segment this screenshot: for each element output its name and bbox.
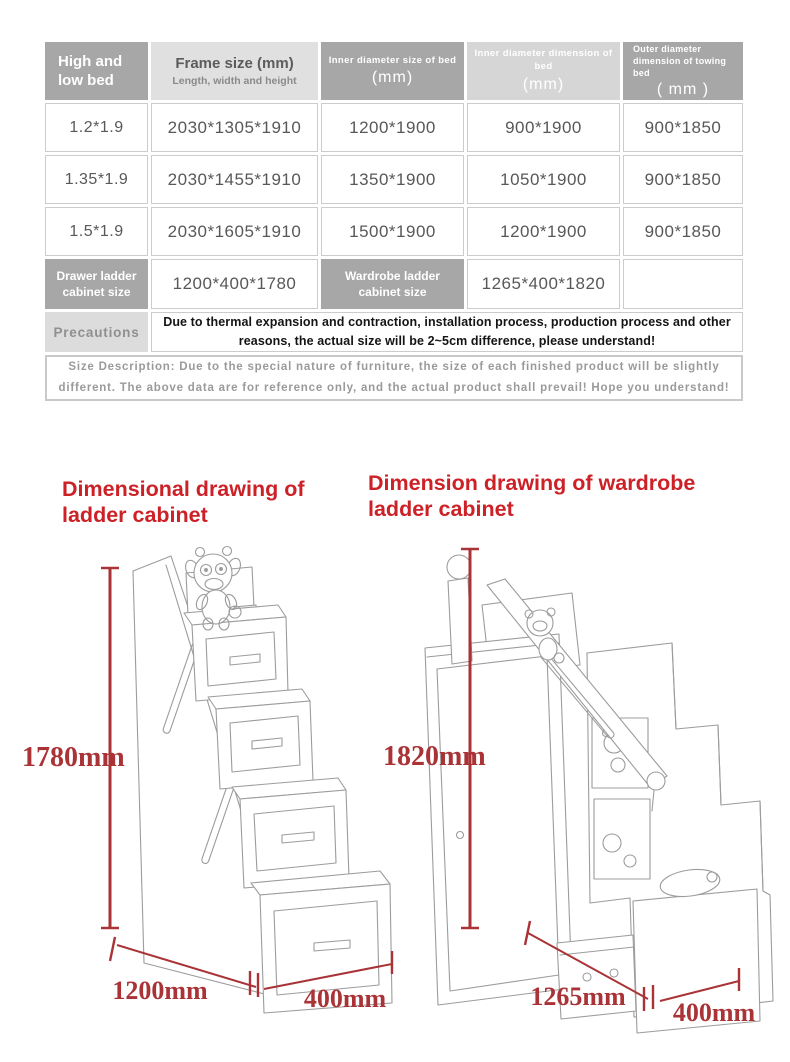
header-inner-diameter-dimension: Inner diameter dimension of bed (mm) (467, 42, 620, 100)
table-cell: 2030*1455*1910 (151, 155, 318, 204)
width-dimension-label: 1265mm (530, 982, 626, 1011)
table-cell: 900*1850 (623, 155, 743, 204)
header-high-low-bed (45, 42, 148, 100)
header-outer-diameter-towing: Outer diameter dimension of towing bed ( mm ) (623, 42, 743, 100)
header-inner-diameter-size: Inner diameter size of bed (mm) (321, 42, 464, 100)
table-cell: 1200*1900 (467, 207, 620, 256)
depth-dimension-label: 400mm (303, 984, 387, 1013)
table-cell: 1050*1900 (467, 155, 620, 204)
table-cell: 1.2*1.9 (45, 103, 148, 152)
right-drawing-title: Dimension drawing of wardrobe ladder cabinet (368, 471, 696, 521)
cabinet-sketch (133, 556, 392, 1013)
table-cell: 1.35*1.9 (45, 155, 148, 204)
wardrobe-sketch (425, 555, 773, 1033)
height-dimension-label: 1780mm (22, 742, 125, 773)
wardrobe-ladder-cabinet-drawing (382, 543, 782, 1043)
size-description-box: Size Description: Due to the special nature of furniture, the size of each finished product will be slightly different. The above data are for reference only, and the actual product shall prevail! Hope you understand! (45, 355, 743, 401)
wardrobe-ladder-label: Wardrobe ladder cabinet size (321, 259, 464, 309)
table-cell: 2030*1305*1910 (151, 103, 318, 152)
wardrobe-ladder-value: 1265*400*1820 (467, 259, 620, 309)
table-cell: 2030*1605*1910 (151, 207, 318, 256)
size-spec-table (45, 42, 743, 352)
table-cell: 1500*1900 (321, 207, 464, 256)
depth-dimension-label: 400mm (672, 998, 756, 1027)
table-cell: 900*1850 (623, 103, 743, 152)
header-frame-size: Frame size (mm) Length, width and height (151, 42, 318, 100)
table-cell: 1350*1900 (321, 155, 464, 204)
width-dimension-label: 1200mm (112, 976, 208, 1005)
header-label: High and low bed (58, 52, 123, 89)
table-cell: 900*1900 (467, 103, 620, 152)
drawer-ladder-label: Drawer ladder cabinet size (45, 259, 148, 309)
precautions-label: Precautions (45, 312, 148, 352)
left-drawing-title: Dimensional drawing of ladder cabinet (62, 477, 305, 527)
table-cell: 900*1850 (623, 207, 743, 256)
table-cell: 1200*1900 (321, 103, 464, 152)
drawer-ladder-value: 1200*400*1780 (151, 259, 318, 309)
ladder-cabinet-drawing (20, 543, 395, 1025)
table-cell: 1.5*1.9 (45, 207, 148, 256)
precautions-text: Due to thermal expansion and contraction, installation process, production process and other reasons, the actual size will be 2~5cm difference, please understand! (151, 312, 743, 352)
empty-cell (623, 259, 743, 309)
height-dimension-label: 1820mm (383, 741, 486, 772)
